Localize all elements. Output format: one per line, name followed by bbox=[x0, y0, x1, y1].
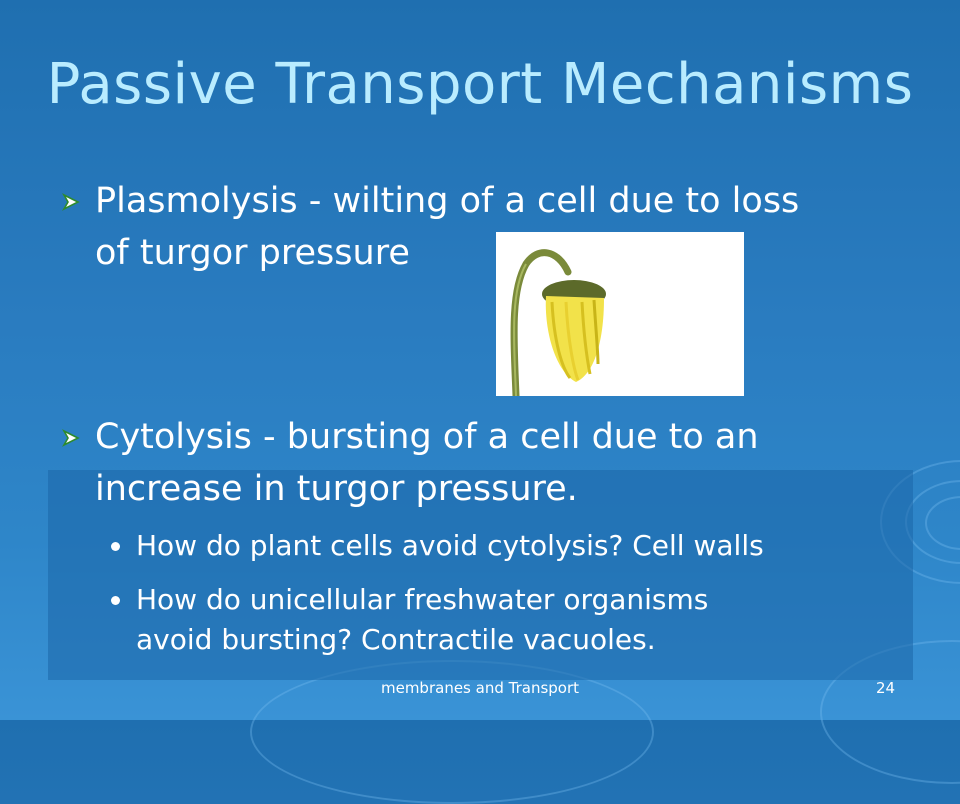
slide-title: Passive Transport Mechanisms bbox=[46, 52, 914, 117]
arrow-bullet-icon bbox=[62, 429, 80, 447]
bullet-plasmolysis-line-1: Plasmolysis - wilting of a cell due to loss bbox=[95, 181, 800, 221]
wilted-flower-icon bbox=[496, 232, 744, 396]
sub-bullet-plant-cells: How do plant cells avoid cytolysis? Cell walls bbox=[136, 529, 764, 562]
footer-title: membranes and Transport bbox=[380, 679, 580, 697]
bullet-cytolysis-line-1: Cytolysis - bursting of a cell due to an bbox=[95, 417, 759, 457]
round-bullet-icon bbox=[111, 542, 120, 551]
arrow-bullet-icon bbox=[62, 193, 80, 211]
sub-bullet-unicellular-line-1: How do unicellular freshwater organisms bbox=[136, 583, 709, 616]
round-bullet-icon bbox=[111, 596, 120, 605]
wilted-flower-photo bbox=[496, 232, 744, 396]
bullet-plasmolysis-line-2: of turgor pressure bbox=[95, 233, 410, 273]
slide-number: 24 bbox=[876, 679, 896, 697]
bullet-cytolysis-line-2: increase in turgor pressure. bbox=[95, 469, 578, 509]
sub-bullet-unicellular-line-2: avoid bursting? Contractile vacuoles. bbox=[136, 623, 656, 656]
